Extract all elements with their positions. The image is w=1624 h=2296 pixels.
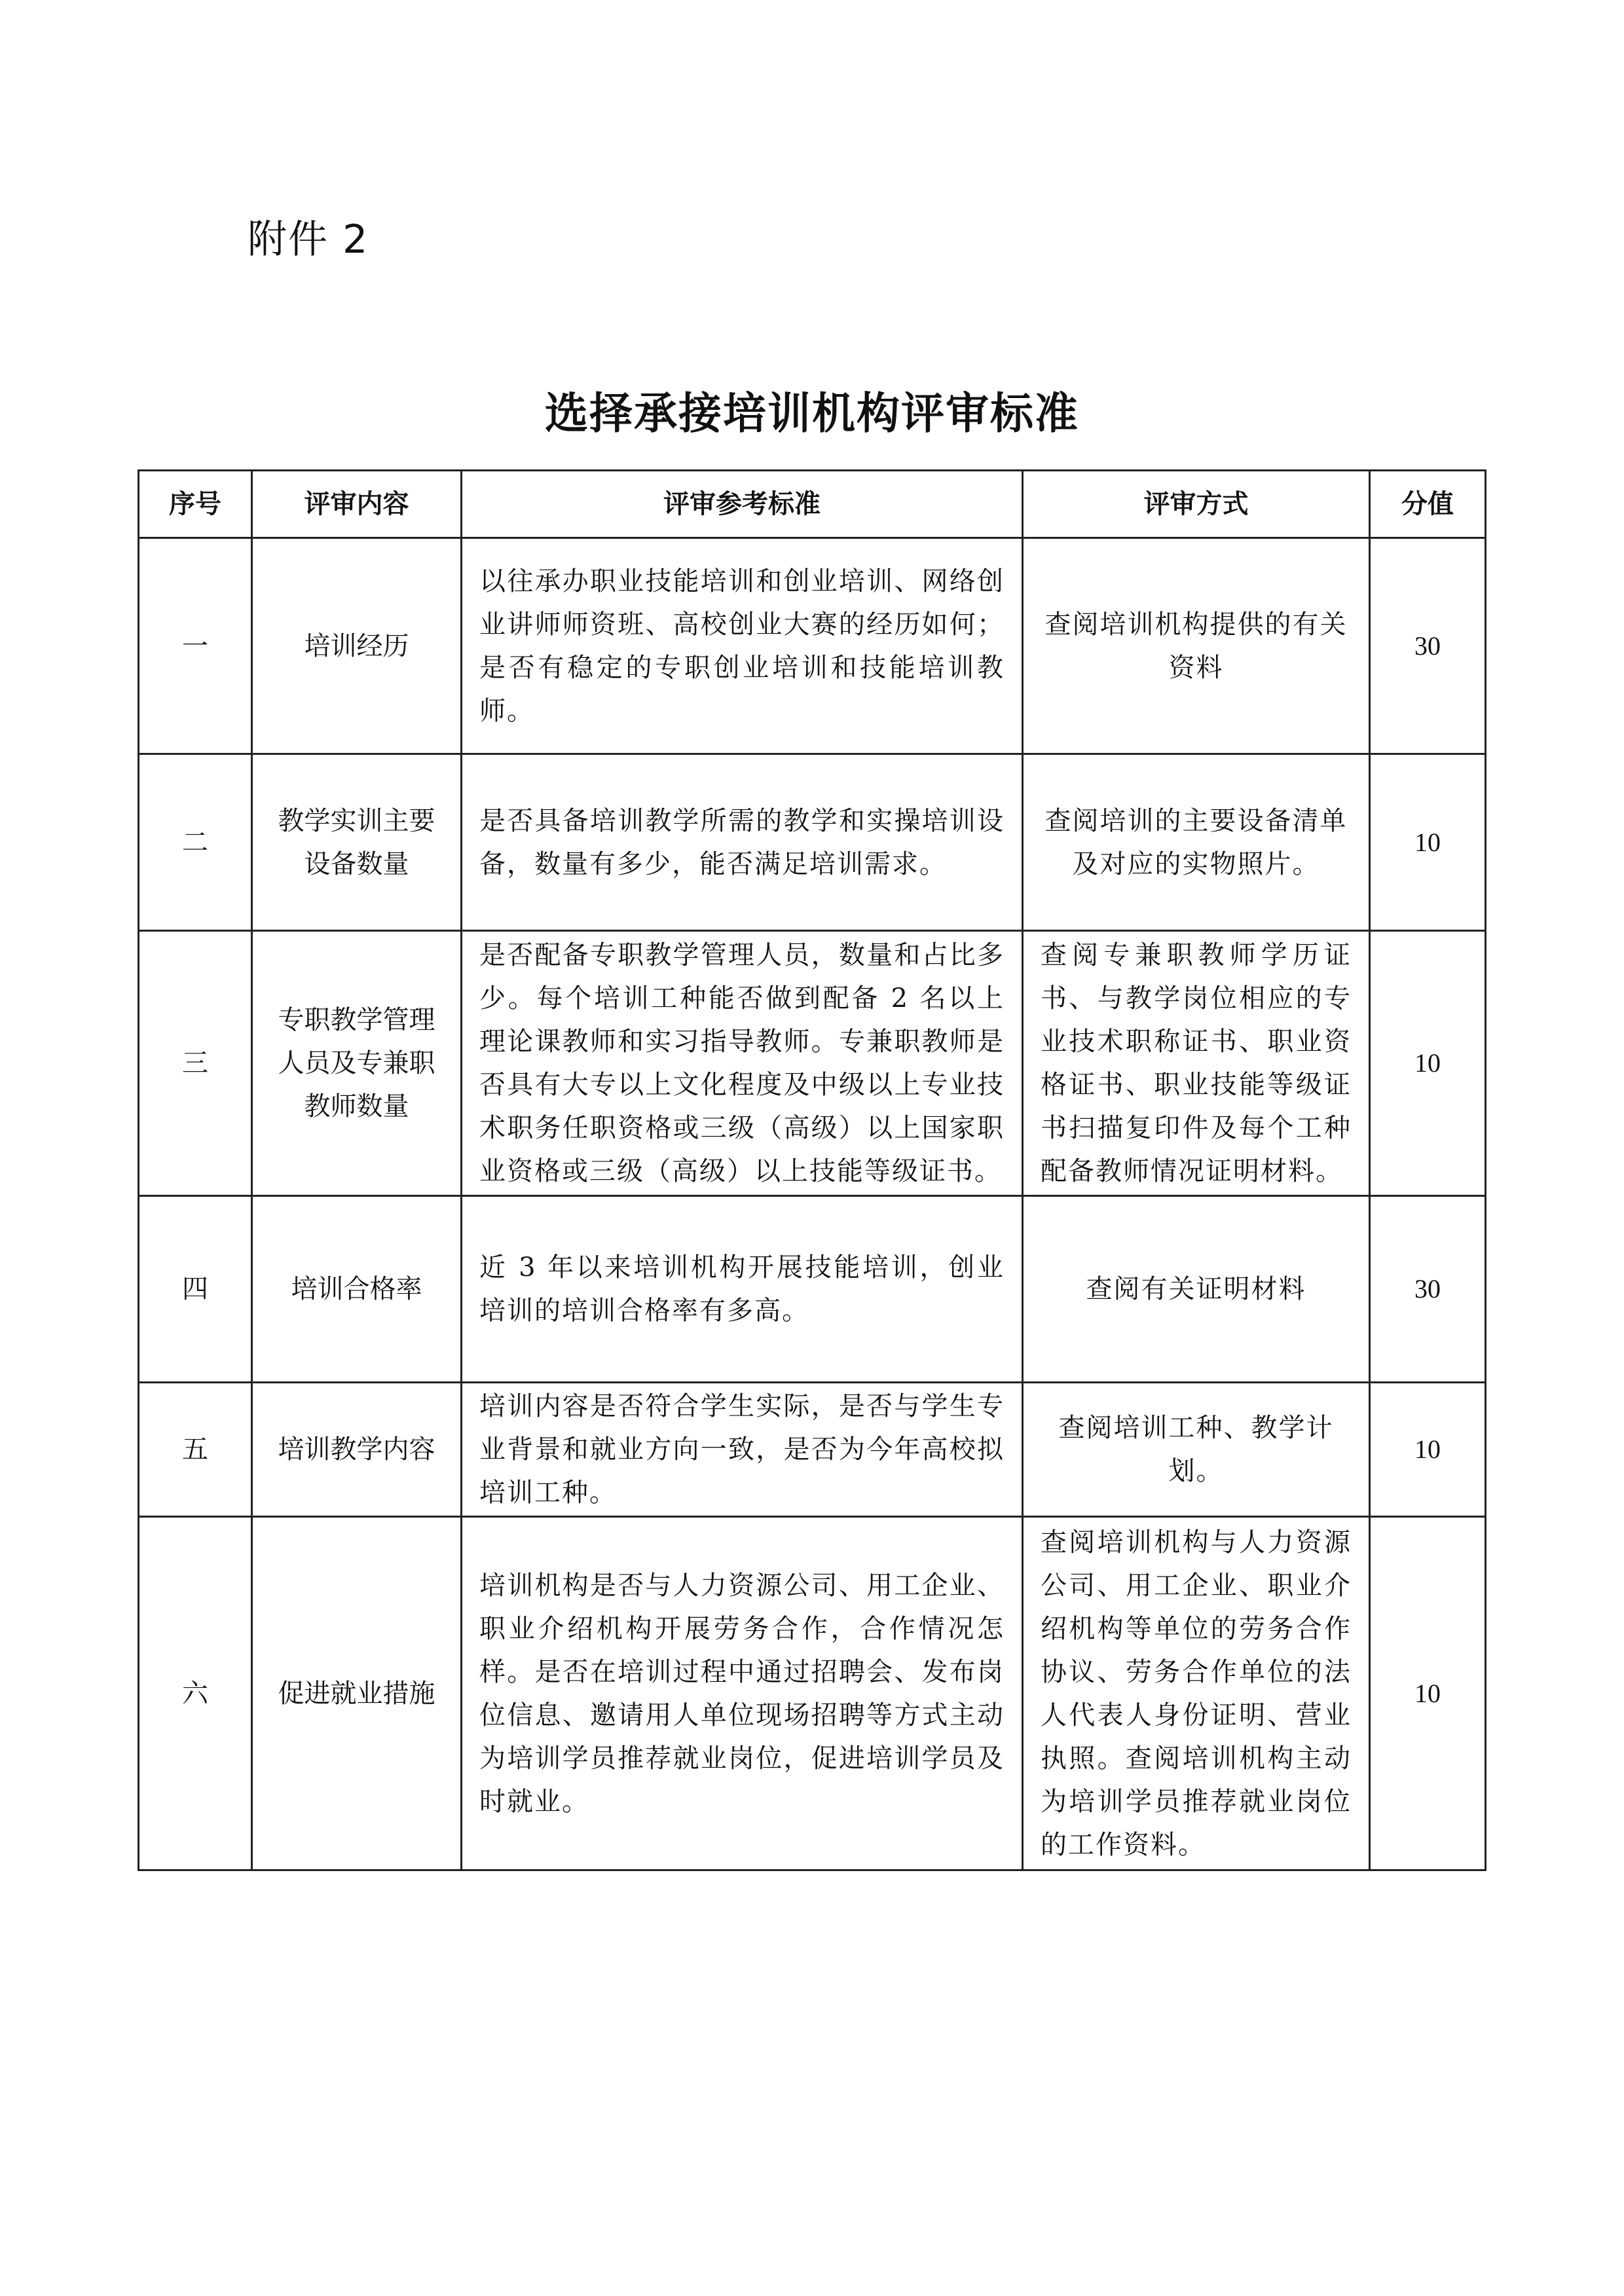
table-row bbox=[139, 1517, 1486, 1870]
header-score: 分值 bbox=[1370, 471, 1486, 538]
row-score: 30 bbox=[1370, 538, 1486, 754]
row-item: 促进就业措施 bbox=[252, 1517, 462, 1870]
table-row bbox=[139, 1383, 1486, 1517]
row-seq: 三 bbox=[139, 931, 252, 1196]
row-standard: 近 3 年以来培训机构开展技能培训，创业培训的培训合格率有多高。 bbox=[462, 1196, 1023, 1383]
row-seq: 五 bbox=[139, 1383, 252, 1517]
header-method: 评审方式 bbox=[1023, 471, 1370, 538]
row-seq: 四 bbox=[139, 1196, 252, 1383]
row-standard: 培训内容是否符合学生实际，是否与学生专业背景和就业方向一致，是否为今年高校拟培训工种。 bbox=[462, 1383, 1023, 1517]
table-header-row bbox=[139, 471, 1486, 538]
attachment-label: 附件 2 bbox=[248, 217, 369, 263]
row-item: 培训教学内容 bbox=[252, 1383, 462, 1517]
row-seq: 六 bbox=[139, 1517, 252, 1870]
row-item: 培训经历 bbox=[252, 538, 462, 754]
table-row bbox=[139, 754, 1486, 931]
table-row bbox=[139, 1196, 1486, 1383]
row-score: 10 bbox=[1370, 931, 1486, 1196]
row-method: 查阅培训的主要设备清单及对应的实物照片。 bbox=[1023, 754, 1370, 931]
table-row bbox=[139, 931, 1486, 1196]
row-score: 10 bbox=[1370, 1517, 1486, 1870]
row-standard: 培训机构是否与人力资源公司、用工企业、职业介绍机构开展劳务合作，合作情况怎样。是否在培训过程中通过招聘会、发布岗位信息、邀请用人单位现场招聘等方式主动为培训学员推荐就业岗位，促进培训学员及时就业。 bbox=[462, 1517, 1023, 1870]
row-item: 培训合格率 bbox=[252, 1196, 462, 1383]
header-seq: 序号 bbox=[139, 471, 252, 538]
row-item: 教学实训主要设备数量 bbox=[252, 754, 462, 931]
row-method: 查阅培训工种、教学计划。 bbox=[1023, 1383, 1370, 1517]
header-standard: 评审参考标准 bbox=[462, 471, 1023, 538]
row-score: 30 bbox=[1370, 1196, 1486, 1383]
row-method: 查阅培训机构提供的有关资料 bbox=[1023, 538, 1370, 754]
row-method: 查阅有关证明材料 bbox=[1023, 1196, 1370, 1383]
row-seq: 二 bbox=[139, 754, 252, 931]
row-item: 专职教学管理人员及专兼职教师数量 bbox=[252, 931, 462, 1196]
row-standard: 是否具备培训教学所需的教学和实操培训设备，数量有多少，能否满足培训需求。 bbox=[462, 754, 1023, 931]
evaluation-criteria-table bbox=[138, 469, 1486, 1871]
row-method: 查阅培训机构与人力资源公司、用工企业、职业介绍机构等单位的劳务合作协议、劳务合作单位的法人代表人身份证明、营业执照。查阅培训机构主动为培训学员推荐就业岗位的工作资料。 bbox=[1023, 1517, 1370, 1870]
row-method: 查阅专兼职教师学历证书、与教学岗位相应的专业技术职称证书、职业资格证书、职业技能等级证书扫描复印件及每个工种配备教师情况证明材料。 bbox=[1023, 931, 1370, 1196]
row-standard: 是否配备专职教学管理人员，数量和占比多少。每个培训工种能否做到配备 2 名以上理论课教师和实习指导教师。专兼职教师是否具有大专以上文化程度及中级以上专业技术职务任职资格或三级（高级）以上国家职业资格或三级（高级）以上技能等级证书。 bbox=[462, 931, 1023, 1196]
row-score: 10 bbox=[1370, 754, 1486, 931]
table-row bbox=[139, 538, 1486, 754]
document-title: 选择承接培训机构评审标准 bbox=[545, 388, 1079, 439]
row-standard: 以往承办职业技能培训和创业培训、网络创业讲师师资班、高校创业大赛的经历如何；是否有稳定的专职创业培训和技能培训教师。 bbox=[462, 538, 1023, 754]
row-score: 10 bbox=[1370, 1383, 1486, 1517]
row-seq: 一 bbox=[139, 538, 252, 754]
header-item: 评审内容 bbox=[252, 471, 462, 538]
